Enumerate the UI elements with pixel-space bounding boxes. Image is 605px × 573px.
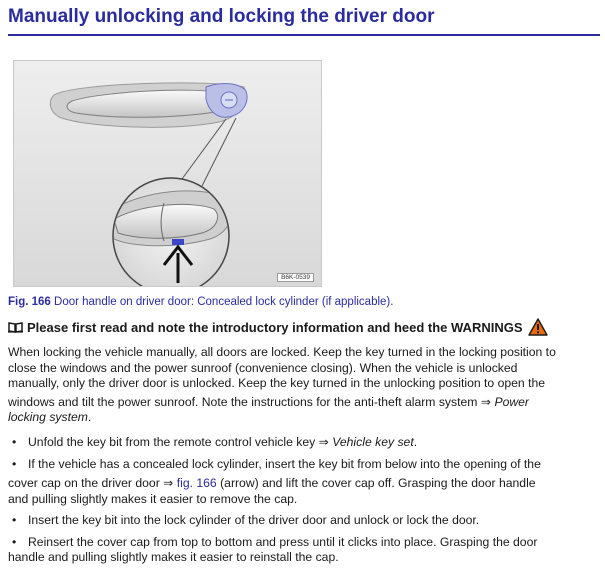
list-item: [8, 513, 600, 529]
step-4-line: • Reinsert the cover cap from top to bottom and press until it clicks into place. Grasping the door: [28, 534, 538, 549]
step-3-text: Insert the key bit into the lock cylinder of the driver door and unlock or lock the door.: [28, 513, 480, 527]
door-handle-illustration: [14, 61, 322, 287]
figure-caption: [8, 296, 393, 308]
power-locking-link[interactable]: Power: [494, 394, 529, 409]
intro-line: [8, 395, 600, 411]
intro-line: manually, only the driver door is unlocked. Keep the key turned in the unlocking position to open the: [8, 376, 546, 390]
intro-line: [8, 410, 600, 426]
figure-number: Fig. 166: [8, 296, 51, 308]
warning-triangle-icon[interactable]: [528, 318, 548, 336]
list-item: [8, 457, 600, 473]
intro-line: When locking the vehicle manually, all doors are locked. Keep the key turned in the locking position to: [8, 345, 556, 359]
intro-line-text: windows and tilt the power sunroof. Note the instructions for the anti-theft alarm system ⇒: [8, 394, 495, 409]
section-heading-text: Please first read and note the introductory information and heed the WARNINGS: [27, 319, 523, 335]
step-2-text-b: (arrow) and lift the cover cap off. Grasping the door handle: [216, 476, 536, 490]
step-2-line: and pulling slightly makes it easier to remove the cap.: [8, 491, 298, 506]
step-1-text: Unfold the key bit from the remote control vehicle key ⇒: [28, 435, 333, 449]
figure-caption-text: Door handle on driver door: Concealed lock cylinder (if applicable).: [50, 296, 394, 308]
figure-code: B6K-0539: [277, 273, 314, 282]
steps-list: [8, 435, 600, 566]
page-title: Manually unlocking and locking the driver door: [8, 6, 600, 36]
book-icon: [8, 321, 23, 333]
list-item: [8, 435, 600, 451]
fig-166-link[interactable]: fig. 166: [176, 476, 217, 490]
section-heading: [8, 318, 600, 336]
door-handle-figure: [13, 60, 322, 287]
intro-end: .: [87, 410, 92, 424]
intro-line: close the windows and the power sunroof (convenience closing). When the vehicle is unlocked: [8, 360, 518, 375]
intro-paragraph: [8, 345, 600, 426]
step-4-line: handle and pulling slightly makes it easier to reinstall the cap.: [8, 550, 339, 564]
list-item: [8, 535, 600, 551]
step-2-text-a: cover cap on the driver door ⇒: [8, 476, 177, 490]
power-locking-link-cont[interactable]: locking system: [8, 410, 88, 424]
step-4-continuation: [8, 550, 600, 566]
step-1-end: .: [413, 435, 418, 449]
vehicle-key-set-link[interactable]: Vehicle key set: [332, 435, 414, 449]
step-2-continuation: [8, 476, 600, 507]
step-2-line: • If the vehicle has a concealed lock cylinder, insert the key bit from below into the opening of the: [28, 456, 541, 471]
step-2-line: [8, 476, 600, 492]
